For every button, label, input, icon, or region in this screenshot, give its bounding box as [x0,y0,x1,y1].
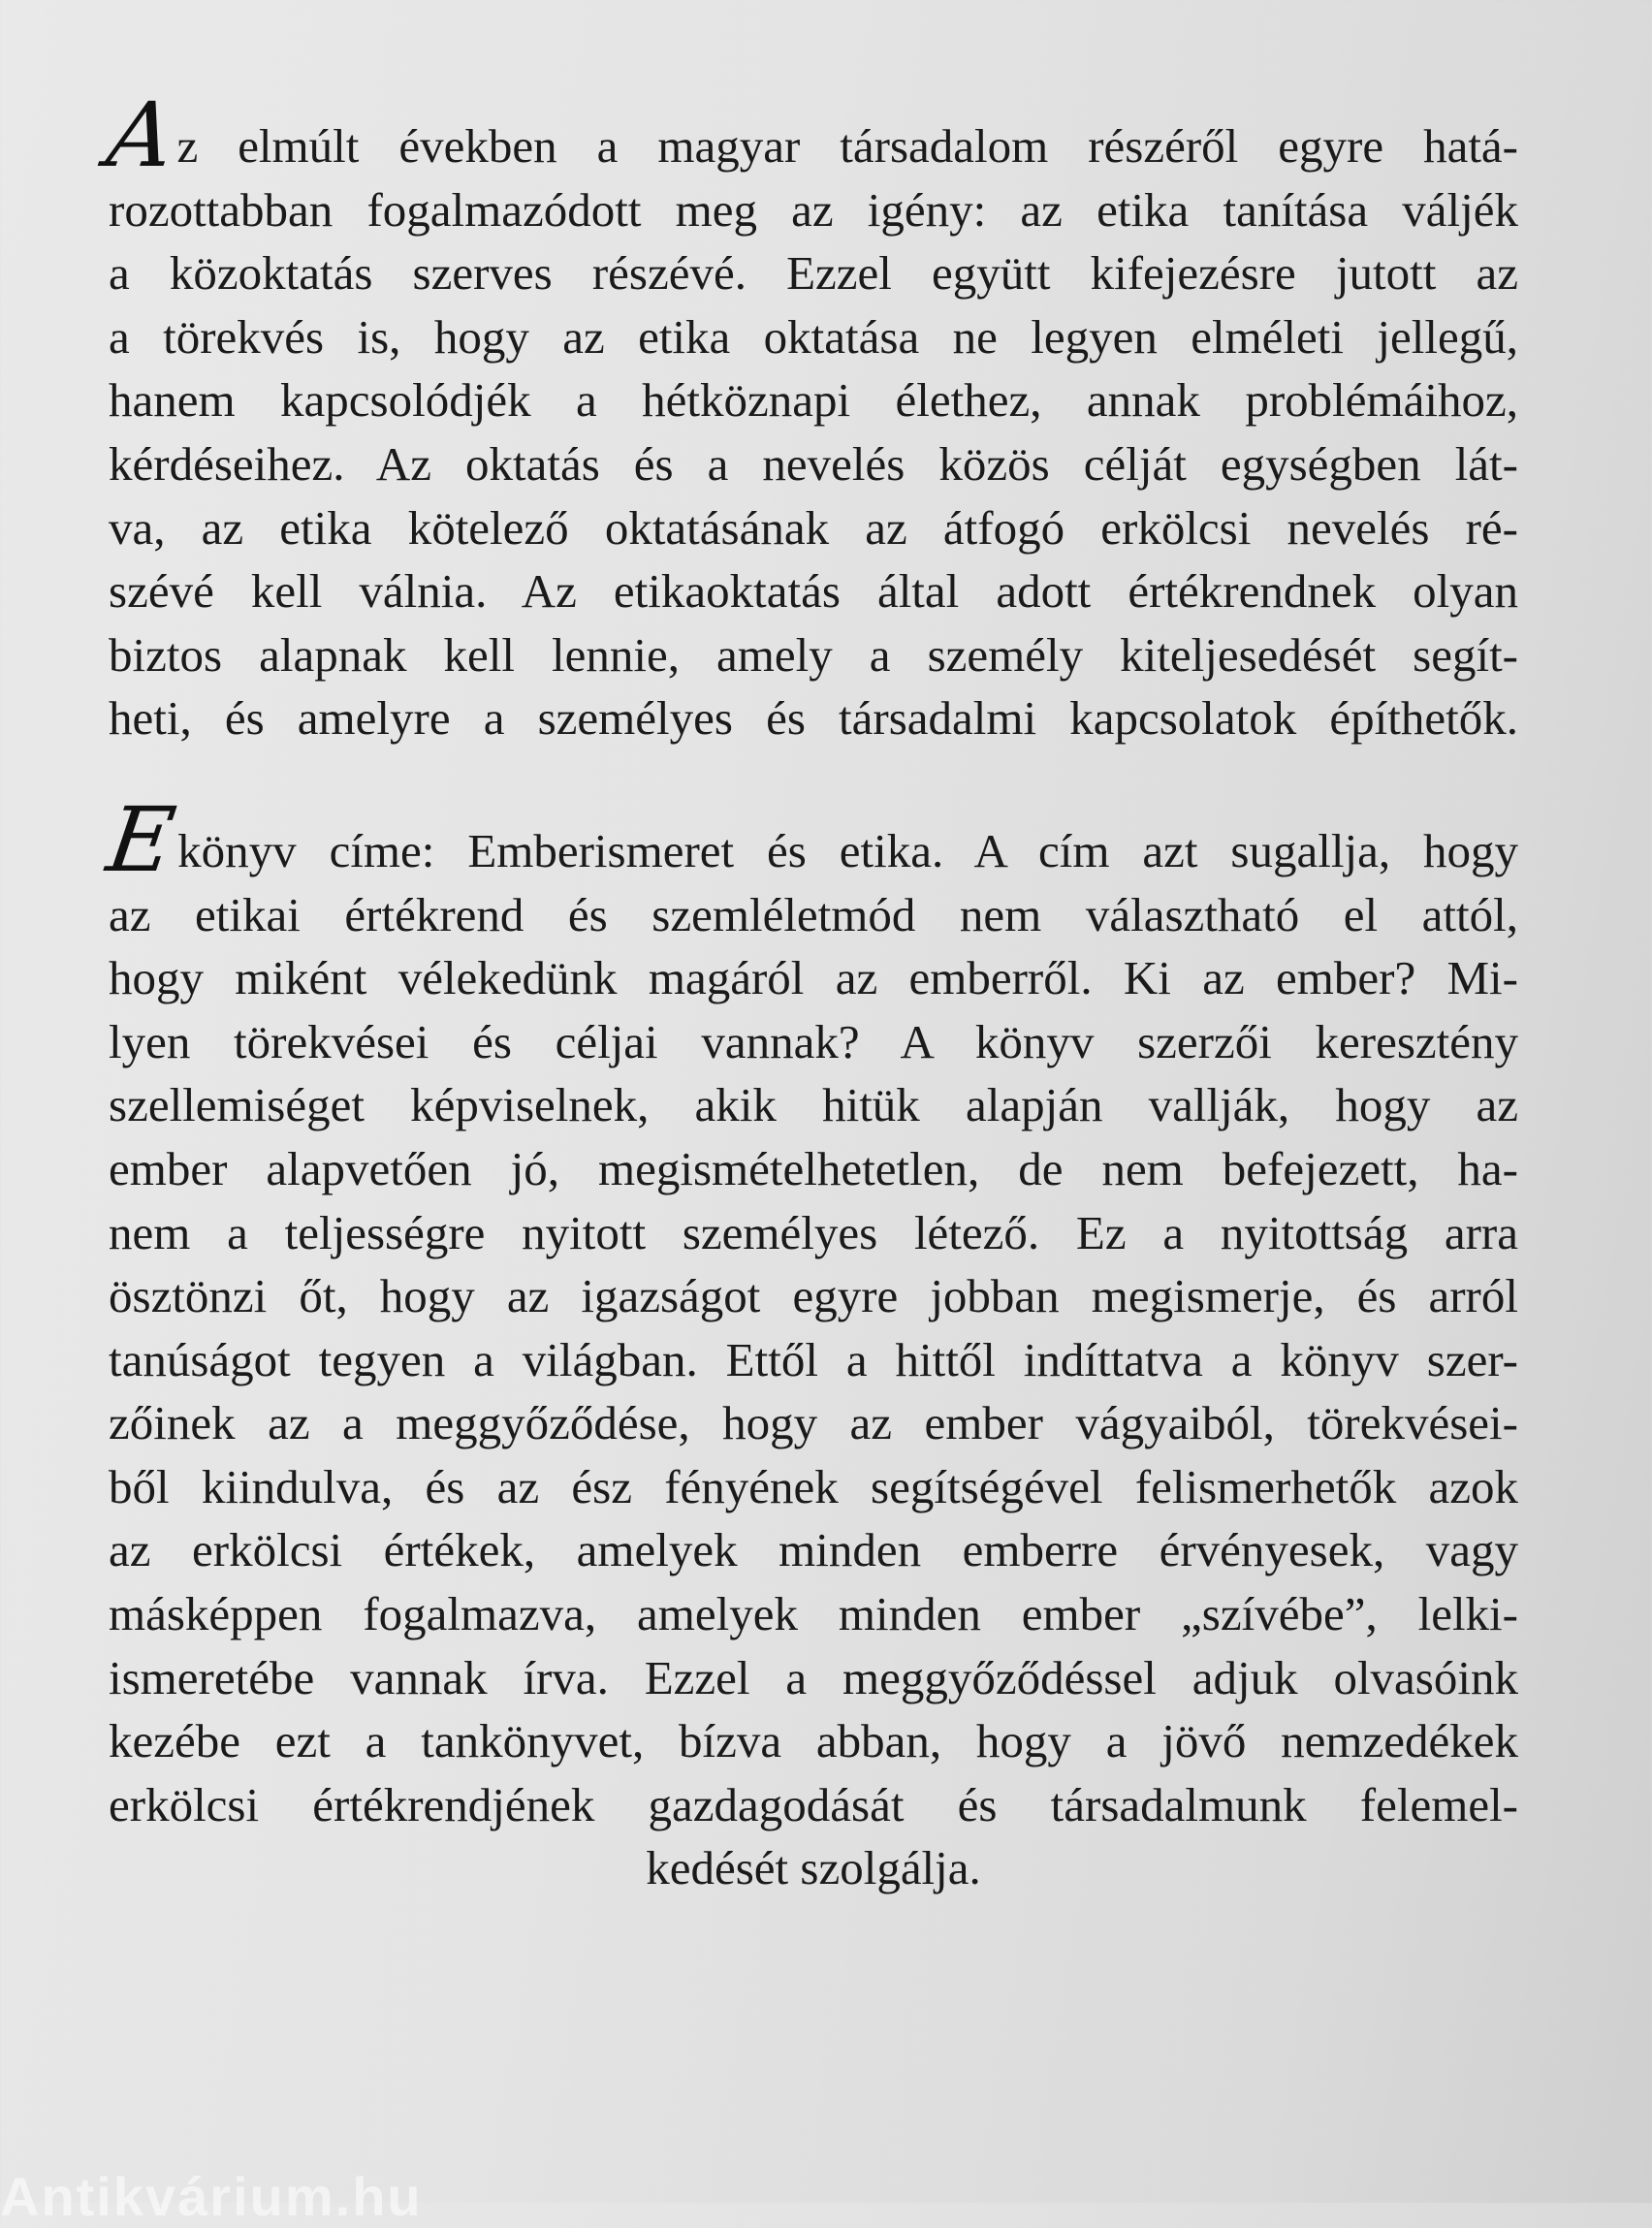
text-line: hanem kapcsolódjék a hétköznapi élethez, annak problémáihoz, [109,373,1518,428]
text-line: az erkölcsi értékek, amelyek minden emberre érvényesek, vagy [109,1523,1518,1577]
text-line: va, az etika kötelező oktatásának az átfogó erkölcsi nevelés ré- [109,500,1518,555]
text-line: az etikai értékrend és szemléletmód nem választható el attól, [109,887,1518,941]
document-page [101,83,1518,1900]
text-line: szévé kell válnia. Az etikaoktatás által adott értékrendnek olyan [109,564,1518,619]
text-line: a törekvés is, hogy az etika oktatása ne legyen elméleti jellegű, [109,309,1518,364]
paragraph-1-line-1: Az elmúlt években a magyar társadalom részéről egyre hatá- [101,83,1518,187]
text-line: biztos alapnak kell lennie, amely a személy kiteljesedését segít- [109,627,1518,682]
text-line: szellemiséget képviselnek, akik hitük alapján vallják, hogy az [109,1078,1518,1132]
text-line: kérdéseihez. Az oktatás és a nevelés közös célját egységben lát- [109,436,1518,491]
text-line: lyen törekvései és céljai vannak? A könyv szerzői keresztény [109,1014,1518,1068]
text-line: tanúságot tegyen a világban. Ettől a hittől indíttatva a könyv szer- [109,1332,1518,1386]
paragraph-gap [109,750,1518,819]
text-line: erkölcsi értékrendjének gazdagodását és társadalmunk felemel- [109,1777,1518,1831]
text-line: nem a teljességre nyitott személyes létező. Ez a nyitottság arra [109,1205,1518,1259]
text-line: másképpen fogalmazva, amelyek minden ember „szívébe”, lelki- [109,1587,1518,1641]
paragraph-1 [101,83,1518,750]
text-line: ből kiindulva, és az ész fényének segítségével felismerhetők azok [109,1459,1518,1513]
text-line: a közoktatás szerves részévé. Ezzel együtt kifejezésre jutott az [109,246,1518,301]
paragraph-2-line-1: Ekönyv címe: Emberismeret és etika. A cím azt sugallja, hogy [101,787,1518,892]
paragraph-2 [101,787,1518,1900]
dropcap-e: E [101,787,181,892]
text-line: hogy miként vélekedünk magáról az emberről. Ki az ember? Mi- [109,951,1518,1005]
text-line: zőinek az a meggyőződése, hogy az ember vágyaiból, törekvései- [109,1396,1518,1450]
text-line-final: kedését szolgálja. [646,1841,981,1895]
dropcap-a: A [101,83,181,187]
text-line: ösztönzi őt, hogy az igazságot egyre jobban megismerje, és arról [109,1269,1518,1323]
watermark: Antikvárium.hu [0,2166,423,2227]
text-line: kezébe ezt a tankönyvet, bízva abban, hogy a jövő nemzedékek [109,1714,1518,1768]
text-line: heti, és amelyre a személyes és társadalmi kapcsolatok építhetők. [109,691,1518,746]
text-line: ember alapvetően jó, megismételhetetlen, de nem befejezett, ha- [109,1141,1518,1195]
text-line: ismeretébe vannak írva. Ezzel a meggyőződéssel adjuk olvasóink [109,1650,1518,1704]
text-line: rozottabban fogalmazódott meg az igény: az etika tanítása váljék [109,182,1518,237]
